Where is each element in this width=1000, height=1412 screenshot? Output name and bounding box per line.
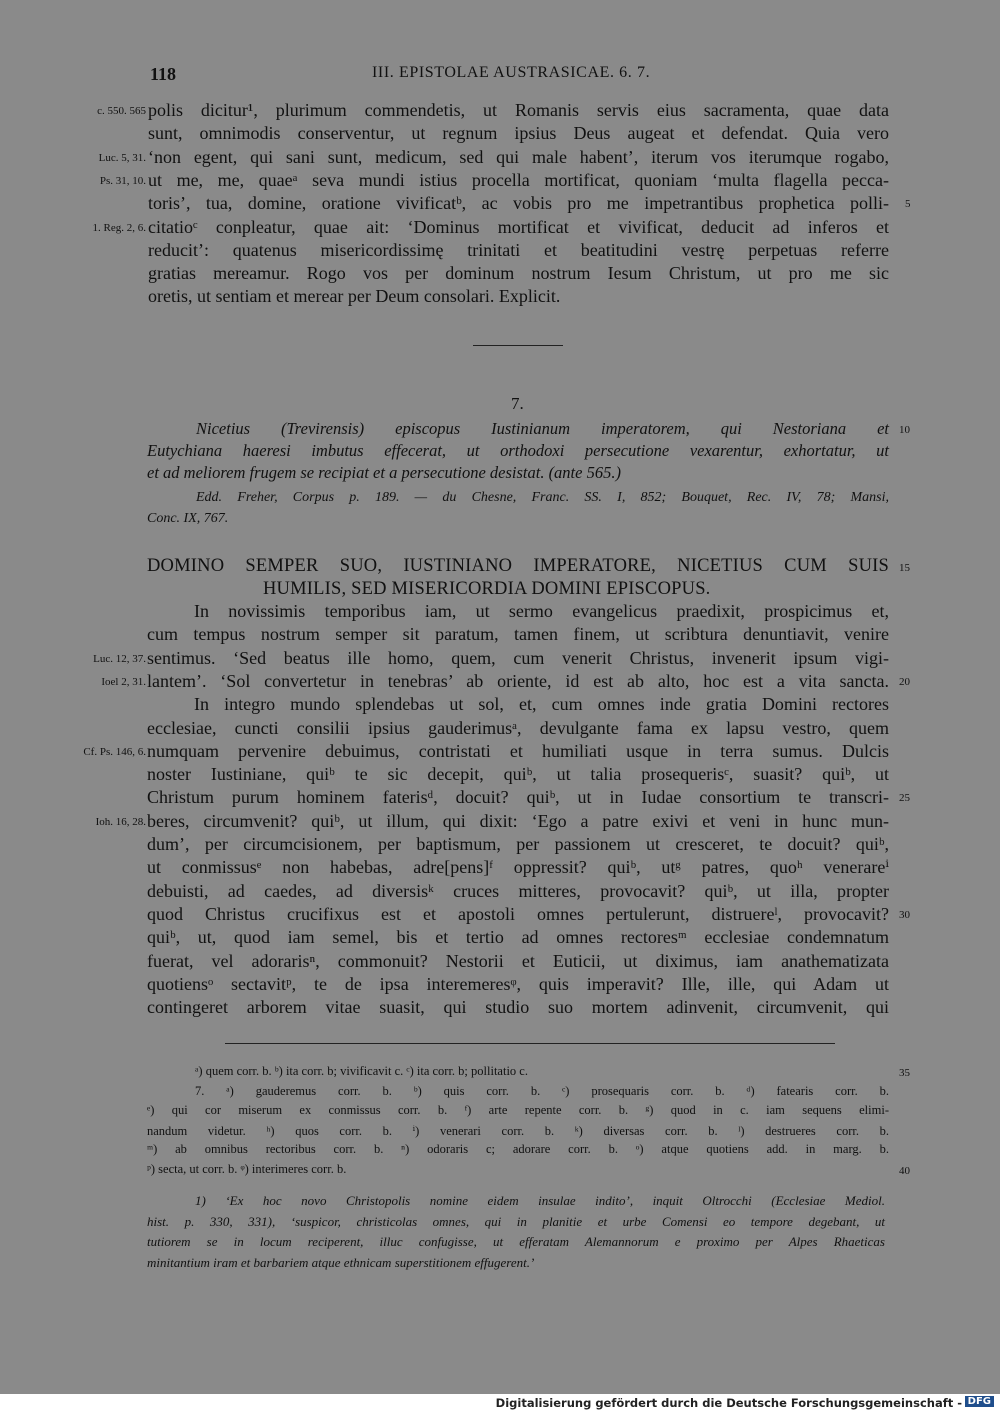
apparatus-line: ᵃ) quem corr. b. ᵇ) ita corr. b; vivificavit c. ᶜ) ita corr. b; pollitatio c. xyxy=(195,1064,528,1078)
footnote-line: tutiorem se in locum reciperent, illuc confugisse, ut efferatam Alemannorum e proximo per Alpes Rhaeticas xyxy=(147,1234,885,1249)
apparatus-separator xyxy=(225,1043,835,1044)
summary-line: Nicetius (Trevirensis) episcopus Iustinianum imperatorem, qui Nestoriana et xyxy=(196,419,889,438)
line-number-15: 15 xyxy=(899,562,910,574)
line-number-10: 10 xyxy=(899,424,910,436)
apparatus-line: 7. ᵃ) gauderemus corr. b. ᵇ) quis corr. b. ᶜ) prosequaris corr. b. ᵈ) fatearis corr. b. xyxy=(195,1083,889,1098)
text-line: reducit’: quatenus misericordissimę trinitati et beatitudini vestrę perpetuas referre xyxy=(148,239,889,260)
line-number: 5 xyxy=(905,198,911,211)
text-line: ecclesiae, cuncti consilii ipsius gauderimusᵃ, devulgante fama ex lapsu vestro, quem xyxy=(147,717,889,738)
editions-line: Conc. IX, 767. xyxy=(147,511,229,526)
margin-reference: 1. Reg. 2, 6. xyxy=(92,221,146,234)
margin-reference: Cf. Ps. 146, 6. xyxy=(83,745,146,758)
margin-reference: Luc. 12, 37. xyxy=(93,652,146,665)
text-line: numquam pervenire debuimus, contristati et humiliati usque in terra sumus. Dulcis xyxy=(147,740,889,761)
text-line: beres, circumvenit? quiᵇ, ut illum, qui dixit: ‘Ego a patre exivi et veni in hunc mun- xyxy=(147,810,889,831)
line-number: 20 xyxy=(899,675,910,688)
section-7-number: 7. xyxy=(511,394,524,413)
text-line: cum tempus nostrum semper sit paratum, tamen finem, ut scribtura denuntiavit, venire xyxy=(147,624,889,645)
apparatus-line: ᵖ) secta, ut corr. b. ᵠ) interimeres corr. b. xyxy=(147,1162,347,1176)
text-line: sentimus. ‘Sed beatus ille homo, quem, cum venerit Christus, invenerit ipsum vigi- xyxy=(147,647,889,668)
text-line: torisʼ, tua, domine, oratione vivificatᵇ, ac vobis pro me impetrantibus prophetica polli- xyxy=(148,193,889,214)
text-line: lantem’. ‘Sol convertetur in tenebras’ ab oriente, id est ab alto, hoc est a vita sancta. xyxy=(147,670,889,691)
text-line: polis dicitur¹, plurimum commendetis, ut Romanis servis eius sacramenta, quae data xyxy=(148,100,889,120)
summary-line: Eutychiana haeresi imbutus effecerat, ut orthodoxi persecutione vexarentur, exhortatur, ut xyxy=(147,441,889,460)
text-line: contingeret arborem vitae suasit, qui studio suo mortem adinvenit, circumvenit, qui xyxy=(147,997,889,1018)
apparatus-line: ᵉ) qui cor miserum ex conmissus corr. b. ᶠ) arte repente corr. b. ᵍ) quod in c. iam sequens elimi- xyxy=(147,1103,889,1118)
summary-line: et ad meliorem frugem se recipiat et a persecutione desistat. (ante 565.) xyxy=(147,463,621,482)
margin-reference: Ioel 2, 31. xyxy=(101,675,146,688)
line-number: 40 xyxy=(899,1165,910,1177)
footnote-line: hist. p. 330, 331), ‘suspicor, christicolas omnes, qui in planitie et urbe Comensi eo tempore degebant, ut xyxy=(147,1213,885,1229)
editions-line: Edd. Freher, Corpus p. 189. — du Chesne, Franc. SS. I, 852; Bouquet, Rec. IV, 78; Mansi, xyxy=(196,490,889,505)
text-line: In novissimis temporibus iam, ut sermo evangelicus praedixit, prospicimus et, xyxy=(194,601,889,621)
text-line: gratias mereamur. Rogo vos per dominum nostrum Iesum Christum, ut pro me sic xyxy=(148,263,889,284)
apparatus-line: nandum videtur. ʰ) quos corr. b. ⁱ) venerari corr. b. ᵏ) diversas corr. b. ˡ) destrueres corr. b. xyxy=(147,1123,889,1138)
apparatus-line: ᵐ) ab omnibus rectoribus corr. b. ⁿ) odoraris c; adorare corr. b. ᵒ) atque quotiens add. in marg. b. xyxy=(147,1142,889,1157)
dfg-funding-text: Digitalisierung gefördert durch die Deutsche Forschungsgemeinschaft - xyxy=(495,1396,962,1410)
text-line: quotiensᵒ sectavitᵖ, te de ipsa interemeresᵠ, quis imperavit? Ille, ille, qui Adam ut xyxy=(147,973,889,994)
text-line: ‘non egent, qui sani sunt, medicum, sed qui male habent’, iterum vos iterumque rogabo, xyxy=(148,146,889,167)
line-number: 30 xyxy=(899,908,910,921)
text-line: dum’, per circumcisionem, per baptismum, per passionem ut cresceret, te docuit? quiᵇ, xyxy=(147,834,889,854)
text-line: ut conmissusᵉ non habebas, adre[pens]ᶠ oppressit? quiᵇ, utᵍ patres, quoʰ venerareⁱ xyxy=(147,857,889,878)
line-number: 25 xyxy=(899,792,910,805)
letter-heading-line-2: HUMILIS, SED MISERICORDIA DOMINI EPISCOPUS. xyxy=(263,579,711,599)
text-line: noster Iustiniane, quiᵇ te sic decepit, quiᵇ, ut talia prosequerisᶜ, suasit? quiᵇ, ut xyxy=(147,764,889,785)
text-line: debuisti, ad caedes, ad diversisᵏ cruces mitteres, provocavit? quiᵇ, ut illa, propter xyxy=(147,880,889,901)
text-line: fuerat, vel adorarisⁿ, commonuit? Nestorii et Euticii, ut diximus, iam anathematizata xyxy=(147,950,889,971)
running-title: III. EPISTOLAE AUSTRASICAE. 6. 7. xyxy=(372,64,651,81)
footnote-line: minitantium iram et barbariem atque ethnicam superstitionem effugerent.’ xyxy=(147,1254,535,1270)
line-number: 35 xyxy=(899,1067,910,1079)
text-line: citatioᶜ conpleatur, quae ait: ‘Dominus mortificat et vivificat, deducit ad inferos et xyxy=(148,216,889,237)
letter-heading-line-1: DOMINO SEMPER SUO, IUSTINIANO IMPERATORE, NICETIUS CUM SUIS xyxy=(147,556,889,576)
text-line: sunt, omnimodis conserventur, ut regnum ipsius Deus augeat et defendat. Quia vero xyxy=(148,123,889,144)
text-line: quod Christus crucifixus est et apostoli omnes pertulerunt, distruereˡ, provocavit? xyxy=(147,903,889,924)
text-line: quiᵇ, ut, quod iam semel, bis et tertio ad omnes rectoresᵐ ecclesiae condemnatum xyxy=(147,927,889,948)
margin-reference: c. 550. 565 xyxy=(97,105,146,117)
text-line: oretis, ut sentiam et merear per Deum consolari. Explicit. xyxy=(148,286,561,307)
footnote-line: 1) ‘Ex hoc novo Christopolis nomine eidem insulae indito’, inquit Oltrocchi (Ecclesiae Mediol. xyxy=(195,1193,885,1208)
dfg-logo: DFG xyxy=(965,1396,994,1407)
text-line: In integro mundo splendebas ut sol, et, cum omnes inde gratia Domini rectores xyxy=(194,694,889,715)
margin-reference: Ioh. 16, 28. xyxy=(95,815,146,828)
page-number: 118 xyxy=(150,64,177,84)
section-separator xyxy=(473,345,563,346)
dfg-funding-bar xyxy=(0,1394,1000,1412)
text-line: Christum purum hominem faterisᵈ, docuit? quiᵇ, ut in Iudae consortium te transcri- xyxy=(147,787,889,808)
margin-reference: Luc. 5, 31. xyxy=(98,151,146,164)
text-line: ut me, me, quaeᵃ seva mundi istius procella mortificat, quoniam ‘multa flagella pecca- xyxy=(148,169,889,190)
margin-reference: Ps. 31, 10. xyxy=(99,174,146,187)
